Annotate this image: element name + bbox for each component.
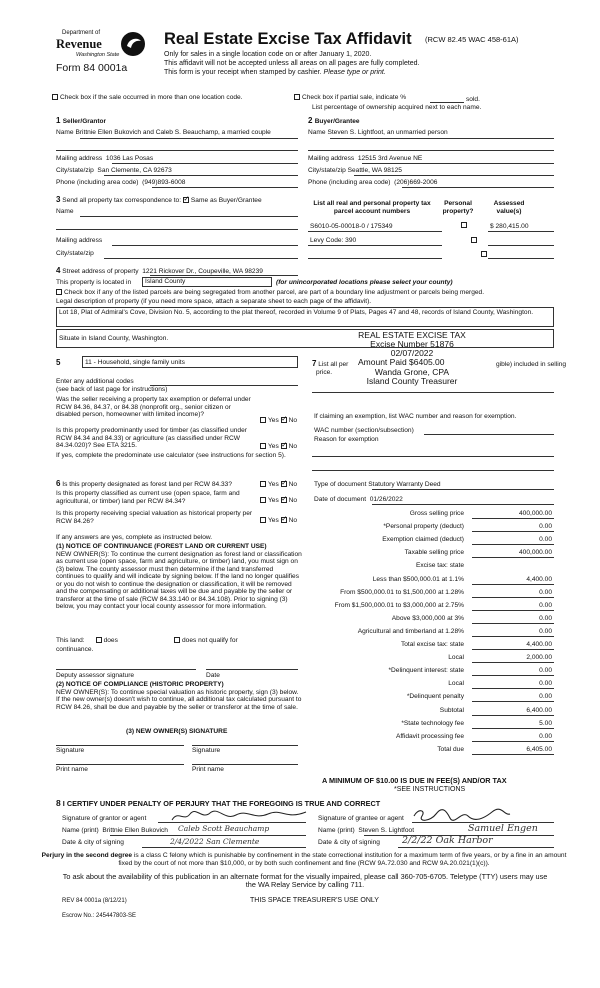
section7-row: 7 List all per — [312, 359, 349, 368]
tax-row-line — [472, 597, 554, 598]
tax-row-line — [472, 754, 554, 755]
tax-row-label: *State technology fee — [401, 719, 464, 727]
tax-row-line — [472, 557, 554, 558]
tax-row-label: *Delinquent interest: state — [388, 667, 464, 675]
grantee-sig-label: Signature of grantee or agent — [318, 815, 404, 822]
grantee-name-row: Name (print) Steven S. Lightfoot — [318, 827, 415, 834]
reason-line-2 — [312, 470, 554, 471]
section7-price: price. — [316, 369, 333, 376]
treasurer-stamp: REAL ESTATE EXCISE TAX Excise Number 51876 02/07/2022 Wanda Grone, CPA Island County Treasurer — [358, 330, 466, 386]
subtitle-2: This affidavit will not be accepted unless all areas on all pages are fully completed. — [164, 60, 420, 67]
corr-name-line2 — [56, 229, 298, 230]
sold-label: sold. — [466, 96, 480, 103]
grantee-handwritten-name: Samuel Engen — [468, 823, 538, 834]
timber-question: Is this property predominantly used for timber (as classified under RCW 84.34 and 84.33) or agriculture (as classified under RCW 84.34.020)? See ETA 3215. — [56, 427, 247, 450]
doc-date-row: Date of document 01/26/2022 — [314, 496, 403, 503]
accessibility-notice: To ask about the availability of this publication in an alternate format for the visually impaired, please call 360-705-6705. Teletype (TTY) users may use the WA Relay Service by calling 711. — [62, 872, 548, 890]
multi-location-check[interactable]: Check box if the sale occurred in more than one location code. — [52, 94, 243, 102]
doc-date-line — [372, 504, 554, 505]
exemption-label: If claiming an exemption, list WAC number and reason for exemption. — [314, 413, 517, 420]
stamp-amount: Amount Paid $6405.00 — [358, 357, 445, 367]
parcel-col-header: List all real and personal property tax parcel account numbers — [313, 200, 431, 215]
parcel-line-3 — [308, 258, 442, 259]
tax-row-line — [472, 688, 554, 689]
add-codes-label: Enter any additional codes — [56, 378, 134, 385]
print-line-2 — [192, 764, 298, 765]
buyer-phone-row: Phone (including area code) (206)669-2006 — [308, 179, 438, 186]
this-land-row: This land: does — [56, 637, 118, 644]
assessed-value: $ 280,415.00 — [490, 223, 529, 230]
add-codes-line — [150, 385, 298, 386]
deputy-line — [56, 669, 196, 670]
revenue-logo-text: Revenue — [56, 37, 102, 51]
seller-name-row: Name Brittnie Ellen Bukovich and Caleb S. Beauchamp, a married couple — [56, 129, 271, 136]
tax-row-value: 0.00 — [539, 693, 552, 701]
levy-code: Levy Code: 390 — [310, 237, 357, 244]
compliance-text: NEW OWNER(S): To continue special valuation as historic property, sign (3) below. If the new owner(s) doesn't wish to continue, all additional tax calculated pursuant to RCW 84.26, shall be due and payable by the seller or transferor at the time of sale. — [56, 689, 302, 711]
grantor-date-city: 2/4/2022 San Clemente — [170, 837, 260, 846]
tax-row-value: 2,000.00 — [526, 654, 552, 662]
tax-row-value: 0.00 — [539, 601, 552, 609]
tax-row-value: 6,400.00 — [526, 706, 552, 714]
deputy-date-line — [206, 669, 298, 670]
tax-row-value: 400,000.00 — [518, 549, 552, 557]
tax-row-value: 400,000.00 — [518, 510, 552, 517]
calculator-note: If yes, complete the predominate use calculator (see instructions for section 5). — [56, 452, 286, 459]
tax-row-label: Gross selling price — [409, 510, 464, 517]
doc-type-line — [372, 489, 554, 490]
boundary-check[interactable]: Check box if any of the listed parcels are being segregated from another parcel, are part of a boundary line adjustment or parcels being merged. — [56, 289, 484, 297]
buyer-mailing-line — [362, 163, 554, 164]
tax-row-label: Excise tax: state — [415, 562, 464, 570]
tax-row-label: From $500,000.01 to $1,500,000 at 1.28% — [340, 588, 464, 596]
buyer-name-line2 — [308, 150, 554, 151]
add-codes-note: (see back of last page for instructions) — [56, 386, 168, 393]
tax-row-line — [472, 675, 554, 676]
sig-line-2 — [192, 745, 298, 746]
correspondence-row: 3 Send all property tax correspondence to: ✓ Same as Buyer/Grantee — [56, 195, 262, 205]
street-line — [150, 275, 298, 276]
tax-row-value: 0.00 — [539, 614, 552, 622]
minimum-due-note: A MINIMUM OF $10.00 IS DUE IN FEE(S) AND/OR TAX — [322, 776, 507, 785]
tax-row-line — [472, 610, 554, 611]
tax-row-line — [472, 544, 554, 545]
new-owner-sig-heading: (3) NEW OWNER(S) SIGNATURE — [126, 728, 228, 735]
value-line-2 — [488, 245, 554, 246]
continuance-label: continuance. — [56, 646, 94, 653]
print-label-2: Print name — [192, 766, 224, 773]
print-line-1 — [56, 764, 184, 765]
continuance-text: NEW OWNER(S): To continue the current designation as forest land or classification as current use (open space, farm and agriculture, or timber) land, you must sign on (3) below. The county assessor must then determine if the land transferred continues to qualify and will indicate by signing below. If the land no longer qualifies or you do not wish to continue the designation or classification, it will be removed and the compensating or additional taxes will be due and payable by the seller or transferor at the time of sale (RCW 84.33.140 or 84.34.108). Prior to signing (3) below, you may contact your local county assessor for more information. — [56, 551, 302, 611]
tax-row-line — [472, 518, 554, 519]
tax-row-label: Exemption claimed (deduct) — [382, 536, 464, 544]
grantor-name-row: Name (print) Brittnie Ellen Bukovich — [62, 827, 168, 834]
seller-city-row: City/state/zip San Clemente, CA 92673 — [56, 167, 172, 174]
tax-row-line — [472, 636, 554, 637]
grantee-date-label: Date & city of signing — [318, 839, 380, 846]
wac-label: WAC number (section/subsection) — [314, 427, 414, 434]
dept-label: Department of — [62, 30, 101, 36]
treasurer-use-label: THIS SPACE TREASURER'S USE ONLY — [250, 897, 379, 904]
form-title: Real Estate Excise Tax Affidavit — [164, 30, 412, 48]
revenue-logo-icon — [120, 31, 146, 60]
buyer-city-row: City/state/zip Seattle, WA 98125 — [308, 167, 402, 174]
personal-checkbox-3[interactable] — [481, 251, 487, 257]
sig-line-1 — [56, 745, 184, 746]
current-use-question: Is this property classified as current use (open space, farm and agricultural, or timber) land per RCW 84.34? — [56, 490, 240, 505]
tax-row-value: 0.00 — [539, 732, 552, 740]
buyer-name-row: Name Steven S. Lightfoot, an unmarried person — [308, 129, 448, 136]
buyer-heading: 2 Buyer/Grantee — [308, 116, 360, 125]
parcel-number: S6010-05-00018-0 / 175349 — [310, 223, 393, 230]
buyer-phone-line — [402, 187, 554, 188]
tax-row-label: Total due — [437, 745, 464, 753]
value-line-3 — [488, 258, 554, 259]
tax-row-line — [472, 741, 554, 742]
grantee-date-city: 2/2/22 Oak Harbor — [402, 835, 493, 846]
grantee-date-line — [398, 847, 554, 848]
tax-row-value: 4,400.00 — [526, 641, 552, 648]
section7-post: gible) included in selling — [496, 361, 567, 368]
grantor-name-line — [110, 835, 306, 836]
seller-name-line — [80, 138, 298, 139]
tax-row-line — [472, 649, 554, 650]
sig-label-2: Signature — [192, 747, 221, 754]
located-label: This property is located in — [56, 279, 132, 286]
value-line-1 — [488, 231, 554, 232]
state-label: Washington State — [76, 52, 120, 58]
assessed-col-header: Assessed value(s) — [493, 200, 525, 215]
continuance-heading: (1) NOTICE OF CONTINUANCE (FOREST LAND OR CURRENT USE) — [56, 543, 267, 550]
tax-row-value: 6,405.00 — [526, 745, 552, 753]
buyer-city-line — [354, 175, 554, 176]
seller-city-line — [104, 175, 298, 176]
corr-city-line — [104, 258, 298, 259]
grantor-date-label: Date & city of signing — [62, 839, 124, 846]
form-rcw: (RCW 82.45 WAC 458-61A) — [425, 35, 519, 44]
tax-row-value: 0.00 — [539, 680, 552, 688]
tax-row-value: 5.00 — [539, 719, 552, 727]
tax-row-line — [472, 531, 554, 532]
tax-row-label: Local — [448, 654, 464, 662]
deputy-date-label: Date — [206, 672, 220, 679]
corr-city-label: City/state/zip — [56, 250, 94, 257]
tax-row-line — [472, 623, 554, 624]
corr-mailing-line — [112, 245, 298, 246]
situate-box: Situate in Island County, Washington. — [56, 329, 554, 348]
tax-row-line — [472, 728, 554, 729]
same-as-buyer-checkbox[interactable] — [183, 197, 189, 203]
historic-answer[interactable]: Yes ✓ No — [260, 517, 297, 525]
seller-heading: 1 Seller/Grantor — [56, 116, 107, 125]
tax-row-label: Local — [448, 680, 464, 688]
grantor-date-line — [142, 847, 306, 848]
certify-heading: 8 I CERTIFY UNDER PENALTY OF PERJURY THAT THE FOREGOING IS TRUE AND CORRECT — [56, 798, 381, 808]
subtitle-1: Only for sales in a single location code on or after January 1, 2020. — [164, 51, 372, 58]
q1-answer[interactable]: Yes ✓ No — [260, 417, 297, 425]
seller-name-line2 — [56, 150, 298, 151]
seller-phone-row: Phone (including area code) (949)893-6008 — [56, 179, 186, 186]
subtitle-3: This form is your receipt when stamped by cashier. Please type or print. — [164, 69, 386, 76]
print-label-1: Print name — [56, 766, 88, 773]
doc-type-row: Type of document Statutory Warranty Deed — [314, 481, 441, 488]
tax-row-value: 0.00 — [539, 536, 552, 544]
tax-row-value: 0.00 — [539, 627, 552, 635]
reason-line — [312, 456, 554, 457]
buyer-mailing-row: Mailing address 12515 3rd Avenue NE — [308, 155, 423, 162]
legal-label: Legal description of property (if you need more space, attach a separate sheet to each page of the affidavit). — [56, 298, 372, 305]
seller-phone-line — [152, 187, 298, 188]
tax-row-label: Affidavit processing fee — [395, 732, 464, 740]
ownership-label: List percentage of ownership acquired next to each name. — [312, 104, 482, 111]
buyer-name-line — [330, 138, 554, 139]
perjury-notice: Perjury in the second degree is a class C felony which is punishable by confinement in the state correctional institution for a maximum term of five years, or by a fine in an amount fixed by the court of not more than $10,000, or by both such confinement and fine (RCW 9A.72.030 and RCW 9A.20.021(1)(c)). — [41, 852, 567, 867]
see-instructions: *SEE INSTRUCTIONS — [394, 786, 466, 793]
s7-line-1 — [312, 392, 554, 393]
county-select[interactable]: Island County — [142, 277, 272, 287]
tax-row-label: Subtotal — [439, 706, 464, 714]
tax-row-label: Above $3,000,000 at 3% — [391, 614, 464, 622]
tax-row-label: *Delinquent penalty — [406, 693, 464, 701]
corr-name-label: Name — [56, 208, 74, 215]
wac-line — [424, 434, 554, 435]
compliance-heading: (2) NOTICE OF COMPLIANCE (HISTORIC PROPERTY) — [56, 681, 224, 688]
current-use-answer[interactable]: Yes ✓ No — [260, 497, 297, 505]
personal-checkbox-1[interactable] — [461, 222, 467, 228]
if-yes-note: If any answers are yes, complete as instructed below. — [56, 534, 213, 541]
parcel-line-2 — [308, 245, 442, 246]
grantor-handwritten-name: Caleb Scott Beauchamp — [178, 824, 270, 833]
tax-row-value: 0.00 — [539, 667, 552, 675]
reason-label: Reason for exemption — [314, 436, 379, 443]
county-note: (for unincorporated locations please select your county) — [276, 279, 453, 286]
buyer-name: Steven S. Lightfoot, an unmarried person — [327, 129, 448, 136]
sig-label-1: Signature — [56, 747, 85, 754]
personal-col-header: Personal property? — [442, 200, 474, 215]
parcel-line-1 — [308, 231, 442, 232]
street-address-row: 4 Street address of property 1221 Rickover Dr., Coupeville, WA 98239 — [56, 266, 263, 275]
deputy-label: Deputy assessor signature — [56, 672, 135, 679]
legal-description: Lot 18, Plat of Admiral's Cove, Division No. 5, according to the plat thereof, recorded in Volume 9 of Plats, Pages 47 and 48, records of Island County, Washington. — [56, 307, 554, 327]
historic-question: Is this property receiving special valuation as historical property per RCW 84.26? — [56, 510, 253, 525]
corr-mailing-label: Mailing address — [56, 237, 103, 244]
q2-answer[interactable]: Yes ✓ No — [260, 443, 297, 451]
escrow-number: Escrow No.: 245447803-SE — [62, 913, 137, 919]
tax-row-label: Agricultural and timberland at 1.28% — [357, 627, 464, 635]
grantor-sig-label: Signature of grantor or agent — [62, 815, 147, 822]
tax-row-label: From $1,500,000.01 to $3,000,000 at 2.75% — [334, 601, 464, 609]
tax-row-label: Taxable selling price — [404, 549, 464, 557]
tax-row-label: Less than $500,000.01 at 1.1% — [372, 575, 464, 583]
form-number: Form 84 0001a — [56, 62, 128, 74]
seller-name: Brittnie Ellen Bukovich and Caleb S. Beauchamp, a married couple — [75, 129, 271, 136]
tax-row-value: 0.00 — [539, 588, 552, 596]
section5-number: 5 — [56, 358, 61, 367]
tax-row-label: Total excise tax: state — [400, 641, 464, 648]
partial-pct-line — [430, 102, 464, 103]
tax-row-value: 4,400.00 — [526, 575, 552, 583]
tax-row-line — [472, 662, 554, 663]
seller-mailing-line — [112, 163, 298, 164]
personal-checkbox-2[interactable] — [471, 237, 477, 243]
tax-row-line — [472, 584, 554, 585]
exemption-question: Was the seller receiving a property tax exemption or deferral under RCW 84.36, 84.37, or 84.38 (nonprofit org., senior citizen or disabled person, homeowner with limited income)? — [56, 396, 251, 419]
corr-name-line — [80, 216, 298, 217]
seller-mailing-row: Mailing address 1036 Las Posas — [56, 155, 154, 162]
forest-question: 6 Is this property designated as forest land per RCW 84.33? — [56, 479, 232, 488]
partial-sale-check[interactable]: Check box if partial sale, indicate % — [294, 94, 406, 102]
land-use-code[interactable]: 11 - Household, single family units — [82, 356, 298, 368]
revision-label: REV 84 0001a (8/12/21) — [62, 898, 127, 904]
does-not-qualify[interactable]: does not qualify for — [174, 637, 238, 645]
tax-row-line — [472, 701, 554, 702]
tax-row-label: *Personal property (deduct) — [383, 523, 464, 531]
forest-answer[interactable]: Yes ✓ No — [260, 481, 297, 489]
tax-row-value: 0.00 — [539, 523, 552, 531]
tax-row-line — [472, 715, 554, 716]
